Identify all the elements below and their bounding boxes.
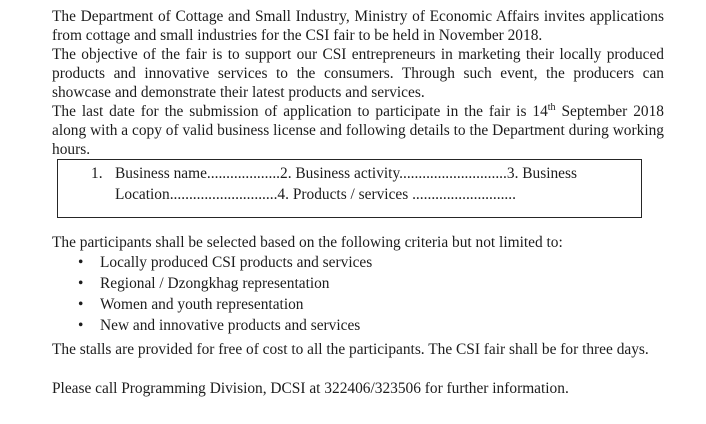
bullet-text: Locally produced CSI products and services bbox=[100, 254, 373, 271]
bullet-item bbox=[78, 315, 664, 336]
intro-paragraph bbox=[52, 7, 664, 45]
bullet-icon: • bbox=[78, 317, 84, 334]
bullet-text: Women and youth representation bbox=[100, 296, 304, 313]
box-line: Business name...................2. Business activity............................3. Business bbox=[115, 165, 577, 182]
text-line: along with a copy of valid business license and following details to the Department during working bbox=[52, 122, 664, 139]
text-line: The Department of Cottage and Small Industry, Ministry of Economic Affairs invites applications bbox=[52, 8, 664, 25]
text-line: from cottage and small industries for the CSI fair to be held in November 2018. bbox=[52, 27, 543, 44]
list-number: 1. bbox=[91, 165, 103, 182]
superscript: th bbox=[547, 101, 556, 113]
stalls-paragraph bbox=[52, 340, 664, 359]
bullet-icon: • bbox=[78, 254, 84, 271]
criteria-bullet-list bbox=[52, 252, 664, 336]
criteria-intro-paragraph bbox=[52, 233, 664, 252]
objective-paragraph bbox=[52, 45, 664, 102]
bullet-item bbox=[78, 273, 664, 294]
bullet-text: New and innovative products and services bbox=[100, 317, 361, 334]
bullet-icon: • bbox=[78, 275, 84, 292]
contact-paragraph bbox=[52, 379, 664, 398]
text-line: The stalls are provided for free of cost to all the participants. The CSI fair shall be for three days. bbox=[52, 341, 649, 358]
box-content bbox=[115, 163, 633, 205]
box-line: Location............................4. Products / services ........................... bbox=[115, 186, 516, 203]
text-line: hours. bbox=[52, 141, 91, 158]
bullet-icon: • bbox=[78, 296, 84, 313]
text-line: The participants shall be selected based on the following criteria but not limited to: bbox=[52, 234, 563, 251]
bullet-item bbox=[78, 294, 664, 315]
text-line: products and innovative services to the consumers. Through such event, the producers can bbox=[52, 65, 664, 82]
text-line: Please call Programming Division, DCSI at 322406/323506 for further information. bbox=[52, 380, 569, 397]
bullet-item bbox=[78, 252, 664, 273]
text-line: The last date for the submission of application to participate in the fair is 14th September 2018 bbox=[52, 101, 664, 120]
deadline-paragraph bbox=[52, 102, 664, 159]
text-line: showcase and demonstrate their latest products and services. bbox=[52, 84, 425, 101]
text-line: The objective of the fair is to support our CSI entrepreneurs in marketing their locally produced bbox=[52, 46, 664, 63]
application-details-box bbox=[57, 159, 642, 218]
bullet-text: Regional / Dzongkhag representation bbox=[100, 275, 330, 292]
